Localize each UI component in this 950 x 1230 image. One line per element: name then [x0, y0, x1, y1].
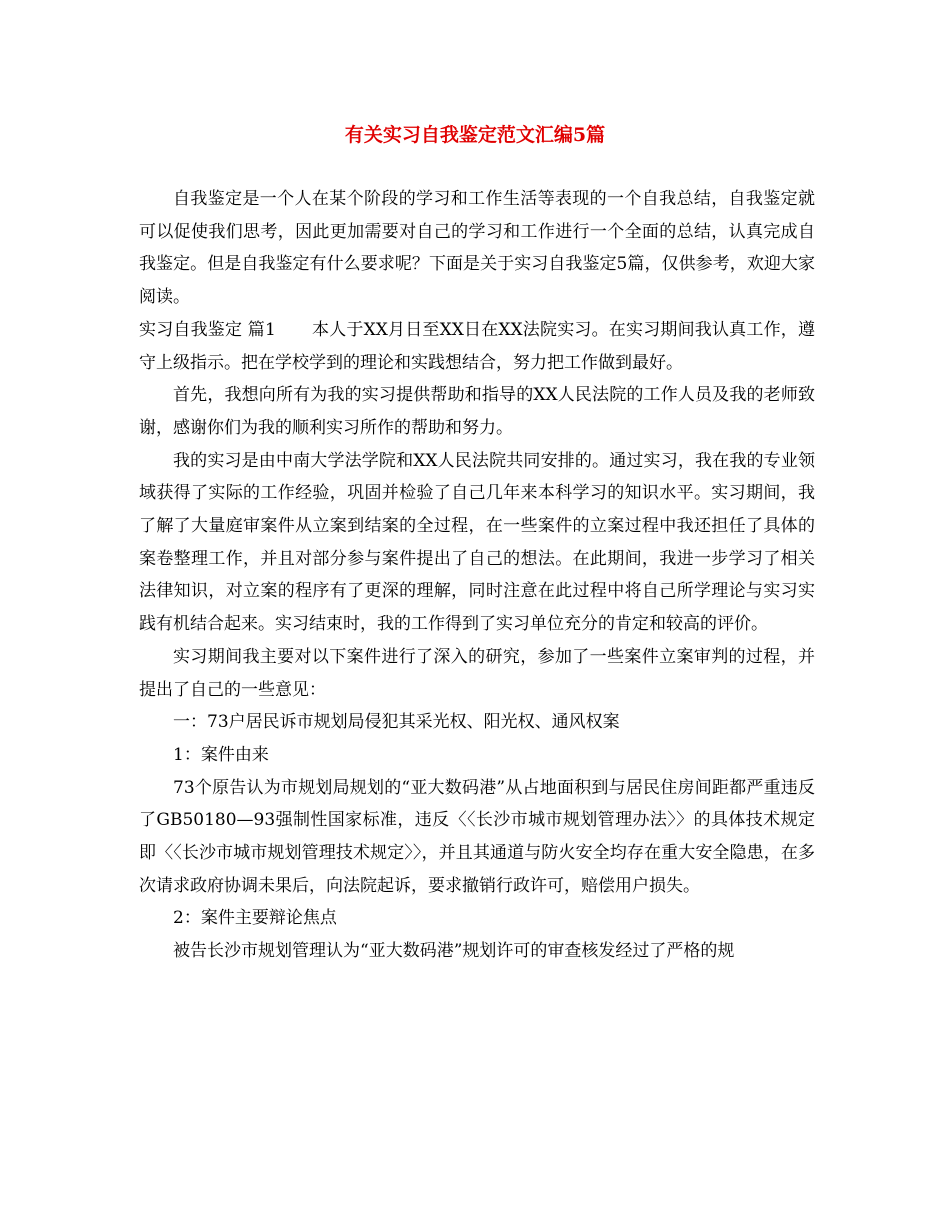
- document-title: 有关实习自我鉴定范文汇编5篇: [344, 124, 606, 146]
- paragraph-cases-intro: 实习期间我主要对以下案件进行了深入的研究，参加了一些案件立案审判的过程，并提出了自己的一些意见：: [139, 646, 815, 700]
- document-body: [139, 183, 815, 968]
- paragraph-case-origin: 73个原告认为市规划局规划的“亚大数码港”从占地面积到与居民住房间距都严重违反了GB50180—93强制性国家标准，违反〈〈长沙市城市规划管理办法〉〉的具体技术规定即〈〈长沙市城市规划管理技术规定〉〉，并且其通道与防火安全均存在重大安全隐患，在多次请求政府协调未果后，向法院起诉，要求撤销行政许可，赔偿用户损失。: [139, 777, 815, 896]
- paragraph-intro: 自我鉴定是一个人在某个阶段的学习和工作生活等表现的一个自我总结，自我鉴定就可以促使我们思考，因此更加需要对自己的学习和工作进行一个全面的总结，认真完成自我鉴定。但是自我鉴定有什么要求呢？下面是关于实习自我鉴定5篇，仅供参考，欢迎大家阅读。: [139, 189, 815, 308]
- paragraph-section-1: [139, 314, 815, 379]
- paragraph-thanks: 首先，我想向所有为我的实习提供帮助和指导的XX人民法院的工作人员及我的老师致谢，感谢你们为我的顺利实习所作的帮助和努力。: [139, 385, 815, 438]
- section-heading: 实习自我鉴定 篇1: [139, 319, 276, 340]
- paragraph-section-1-text: 本人于XX月日至XX日在XX法院实习。在实习期间我认真工作，遵守上级指示。把在学校学到的理论和实践想结合，努力把工作做到最好。: [139, 319, 815, 373]
- case-subheading-origin: 1：案件由来: [173, 744, 269, 765]
- case-heading-1: 一：73户居民诉市规划局侵犯其采光权、阳光权、通风权案: [173, 712, 620, 733]
- paragraph-internship: 我的实习是由中南大学法学院和XX人民法院共同安排的。通过实习，我在我的专业领域获得了实际的工作经验，巩固并检验了自己几年来本科学习的知识水平。实习期间，我了解了大量庭审案件从立案到结案的全过程，在一些案件的立案过程中我还担任了具体的案卷整理工作，并且对部分参与案件提出了自己的想法。在此期间，我进一步学习了相关法律知识，对立案的程序有了更深的理解，同时注意在此过程中将自己所学理论与实习实践有机结合起来。实习结束时，我的工作得到了实习单位充分的肯定和较高的评价。: [139, 450, 815, 635]
- paragraph-case-debate: 被告长沙市规划管理认为“亚大数码港”规划许可的审查核发经过了严格的规: [173, 941, 735, 962]
- case-subheading-debate: 2：案件主要辩论焦点: [173, 908, 337, 929]
